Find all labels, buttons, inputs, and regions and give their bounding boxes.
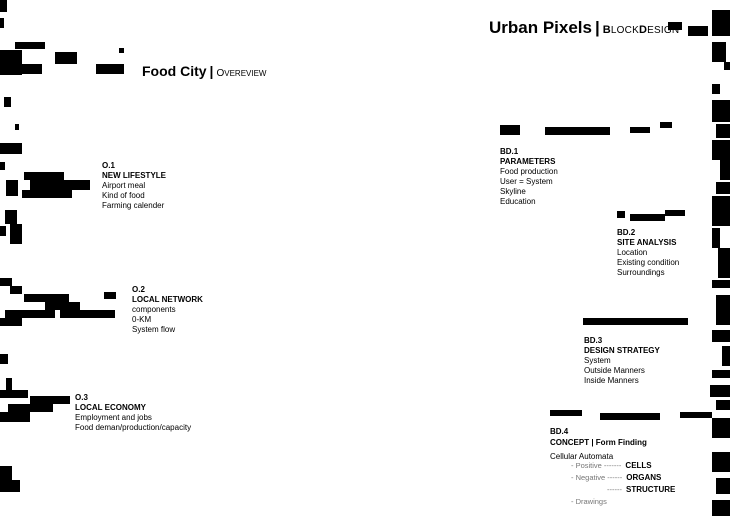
- concept-drawings: - Drawings: [571, 497, 607, 506]
- section-item: Food production: [500, 167, 558, 176]
- section-concept: [550, 426, 647, 462]
- concept-negative-label: - Negative ------: [571, 473, 623, 482]
- section-new-lifestyle: [102, 161, 166, 211]
- section-item: Farming calender: [102, 201, 165, 210]
- page-title: [142, 63, 266, 79]
- brand-subtitle: BLOCKDESIGN: [602, 24, 680, 36]
- section-item: Outside Manners: [584, 366, 645, 375]
- section-item: System flow: [132, 325, 176, 334]
- section-item: Inside Manners: [584, 376, 639, 385]
- concept-dash: ------: [607, 485, 622, 494]
- section-local-economy: [75, 393, 191, 433]
- section-item: System: [584, 356, 611, 365]
- section-code: BD.2: [617, 228, 636, 237]
- section-code: BD.4: [550, 427, 569, 436]
- page-subtitle: OVEREVIEW: [216, 68, 267, 79]
- concept-branch-drawings: [571, 497, 607, 506]
- section-item: Cellular Automata: [550, 452, 614, 461]
- concept-cells: CELLS: [625, 461, 652, 470]
- brand-header: [489, 18, 679, 38]
- brand-separator: |: [595, 18, 600, 37]
- section-item: User = System: [500, 177, 553, 186]
- section-item: Existing condition: [617, 258, 680, 267]
- section-item: Airport meal: [102, 181, 146, 190]
- brand-title: Urban Pixels: [489, 18, 592, 37]
- concept-branch-structure: [607, 485, 675, 494]
- section-code: O.2: [132, 285, 145, 294]
- section-site-analysis: [617, 228, 679, 278]
- section-heading: NEW LIFESTYLE: [102, 171, 166, 180]
- section-item: 0-KM: [132, 315, 152, 324]
- section-item: Kind of food: [102, 191, 145, 200]
- section-item: Employment and jobs: [75, 413, 152, 422]
- section-code: O.1: [102, 161, 115, 170]
- section-item: Surroundings: [617, 268, 665, 277]
- concept-branch-positive: [571, 461, 652, 470]
- concept-organs: ORGANS: [626, 473, 662, 482]
- page-title-separator: |: [209, 63, 214, 79]
- section-parameters: [500, 147, 558, 207]
- section-item: Location: [617, 248, 648, 257]
- section-heading: DESIGN STRATEGY: [584, 346, 660, 355]
- concept-branch-negative: [571, 473, 661, 482]
- section-heading: PARAMETERS: [500, 157, 556, 166]
- section-code: BD.3: [584, 336, 603, 345]
- section-heading: SITE ANALYSIS: [617, 238, 677, 247]
- section-heading: CONCEPT | Form Finding: [550, 438, 647, 447]
- section-heading: LOCAL ECONOMY: [75, 403, 146, 412]
- section-design-strategy: [584, 336, 660, 386]
- section-code: BD.1: [500, 147, 519, 156]
- page-title-main: Food City: [142, 63, 207, 79]
- concept-positive-label: - Positive -------: [571, 461, 622, 470]
- section-heading: LOCAL NETWORK: [132, 295, 203, 304]
- section-item: Skyline: [500, 187, 526, 196]
- section-local-network: [132, 285, 203, 335]
- concept-structure: STRUCTURE: [626, 485, 676, 494]
- section-item: Food deman/production/capacity: [75, 423, 192, 432]
- section-item: components: [132, 305, 176, 314]
- section-code: O.3: [75, 393, 88, 402]
- section-item: Education: [500, 197, 536, 206]
